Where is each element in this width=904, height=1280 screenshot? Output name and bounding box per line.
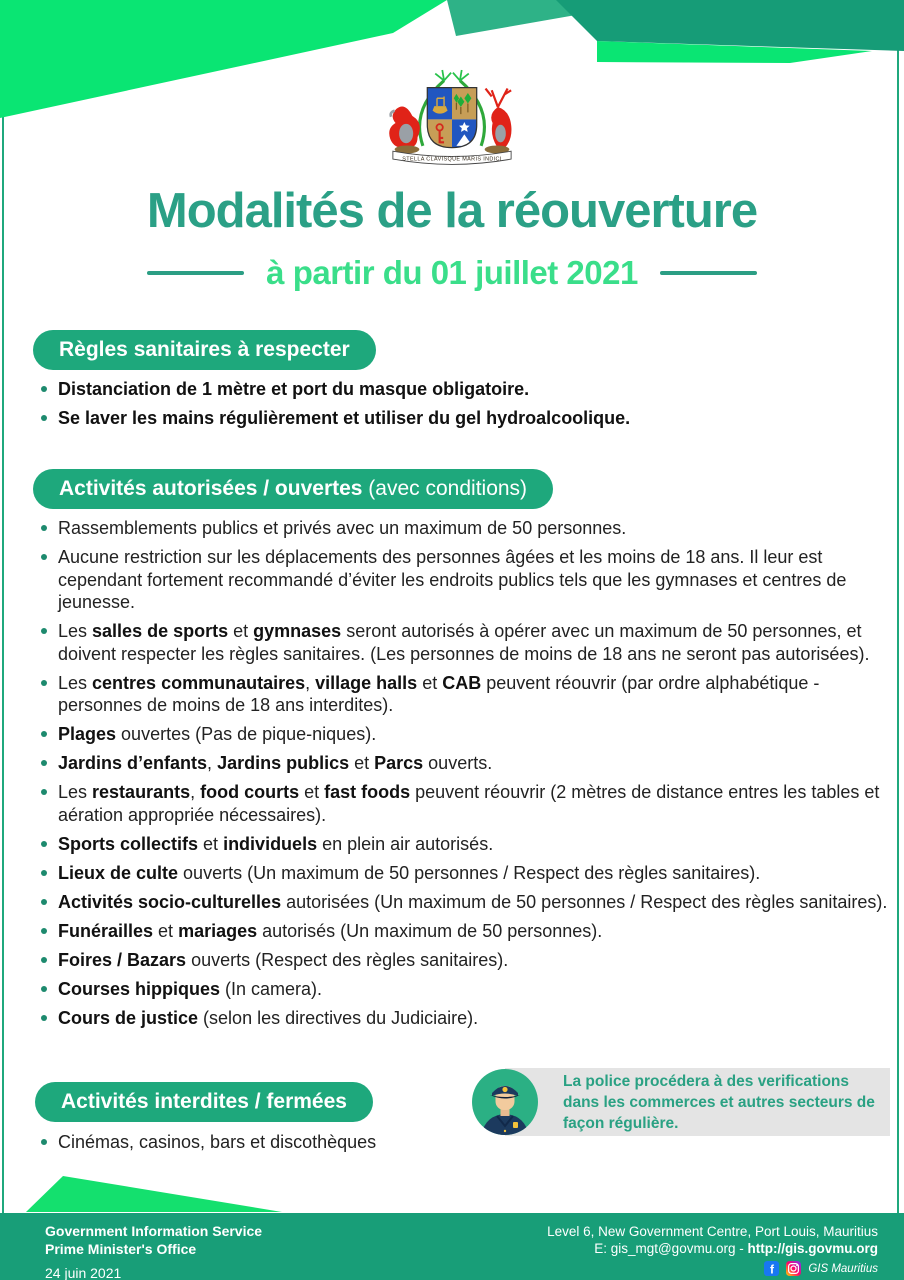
list-item: [37, 833, 891, 856]
list-item: [37, 920, 891, 943]
list-item-text: Rassemblements publics et privés avec un maximum de 50 personnes.: [58, 518, 627, 538]
dodo-supporter: [389, 106, 420, 148]
section-heading-forbidden-label: Activités interdites / fermées: [61, 1090, 347, 1113]
bottom-triangle-decoration: [0, 1170, 300, 1213]
police-officer-icon: [471, 1068, 539, 1136]
section-heading-authorized-bold: Activités autorisées / ouvertes: [59, 477, 363, 500]
bullet-dot: [41, 386, 47, 392]
list-item-text: Distanciation de 1 mètre et port du masque obligatoire.: [58, 379, 530, 399]
footer-social-row: [547, 1261, 878, 1276]
police-callout: [505, 1068, 890, 1136]
bullet-dot: [41, 731, 47, 737]
footer-separator: -: [739, 1241, 744, 1256]
list-item-text: Les centres communautaires, village halls et CAB peuvent réouvrir (par ordre alphabétique - personnes de moins de 18 ans interdites).: [58, 672, 820, 715]
sanitary-rules-list: [37, 378, 864, 436]
subtitle-row: [0, 254, 904, 292]
list-item: [37, 723, 891, 746]
list-item-text: Funérailles et mariages autorisés (Un maximum de 50 personnes).: [58, 920, 603, 941]
list-item-text: Les restaurants, food courts et fast foods peuvent réouvrir (2 mètres de distance entres les tables et aération appropriée nécessaires).: [58, 782, 880, 825]
bullet-dot: [41, 1139, 47, 1145]
bullet-dot: [41, 525, 47, 531]
mauritius-coat-of-arms: [377, 56, 527, 174]
page-subtitle: à partir du 01 juillet 2021: [266, 254, 638, 291]
footer-right: [547, 1223, 878, 1280]
list-item: [37, 781, 891, 826]
shield: [427, 88, 476, 148]
authorized-activities-list: [37, 517, 891, 1036]
list-item-text: Jardins d’enfants, Jardins publics et Parcs ouverts.: [58, 753, 493, 773]
list-item: [37, 378, 864, 401]
list-item: [37, 546, 891, 614]
list-item-text: Courses hippiques (In camera).: [58, 978, 323, 999]
list-item: [37, 407, 864, 430]
bullet-dot: [41, 986, 47, 992]
list-item: [37, 672, 891, 717]
bullet-dot: [41, 789, 47, 795]
section-heading-authorized-suffix: (avec conditions): [362, 477, 528, 500]
footer-contact-line: [547, 1240, 878, 1257]
list-item: [37, 891, 891, 914]
bullet-dot: [41, 1015, 47, 1021]
footer-left: [45, 1223, 262, 1280]
footer-email: E: gis_mgt@govmu.org: [594, 1241, 736, 1256]
list-item: [37, 862, 891, 885]
instagram-icon: [786, 1261, 801, 1276]
subtitle-rule-left: [147, 271, 244, 275]
list-item-text: Lieux de culte ouverts (Un maximum de 50 personnes / Respect des règles sanitaires).: [58, 862, 761, 883]
footer-website: http://gis.govmu.org: [747, 1241, 878, 1256]
sugarcane-leaves: [435, 70, 469, 81]
list-item-text: Aucune restriction sur les déplacements des personnes âgées et les moins de 18 ans. Il leur est cependant fortement recommandé d’éviter les endroits publics tels que les gymnases et centres de jeunesse.: [58, 547, 847, 612]
footer-address: Level 6, New Government Centre, Port Louis, Mauritius: [547, 1224, 878, 1239]
list-item-text: Cours de justice (selon les directives du Judiciaire).: [58, 1007, 479, 1028]
motto-text: STELLA CLAVISQUE MARIS INDICI: [402, 156, 502, 163]
list-item-text: Les salles de sports et gymnases seront autorisés à opérer avec un maximum de 50 personnes, et doivent respecter les règles sanitaires. (Les personnes de moins de 18 ans ne seront pas autorisées).: [58, 621, 870, 664]
forbidden-activities-list: [37, 1131, 484, 1160]
footer-bar: [0, 1213, 904, 1280]
list-item-text: Se laver les mains régulièrement et utiliser du gel hydroalcoolique.: [58, 408, 631, 428]
section-heading-forbidden: [35, 1082, 373, 1122]
bullet-dot: [41, 899, 47, 905]
bullet-dot: [41, 928, 47, 934]
list-item: [37, 978, 891, 1001]
footer-date: 24 juin 2021: [45, 1265, 122, 1280]
list-item-text: Foires / Bazars ouverts (Respect des règles sanitaires).: [58, 949, 509, 970]
footer-social-label: GIS Mauritius: [808, 1262, 878, 1275]
bullet-dot: [41, 760, 47, 766]
police-callout-text: La police procédera à des verifications dans les commerces et autres secteurs de façon régulière.: [563, 1072, 875, 1132]
section-heading-sanitary-label: Règles sanitaires à respecter: [59, 338, 350, 361]
list-item-text: Plages ouvertes (Pas de pique-niques).: [58, 724, 377, 744]
list-item: [37, 1131, 484, 1154]
section-heading-sanitary: [33, 330, 376, 370]
bullet-dot: [41, 554, 47, 560]
list-item: [37, 949, 891, 972]
bullet-dot: [41, 415, 47, 421]
bullet-dot: [41, 628, 47, 634]
svg-text:f: f: [770, 1262, 775, 1276]
facebook-icon: [764, 1261, 779, 1276]
list-item: [37, 620, 891, 665]
footer-org-line2: Prime Minister's Office: [45, 1240, 197, 1257]
subtitle-rule-right: [660, 271, 757, 275]
footer-org-line1: Government Information Service: [45, 1223, 263, 1239]
list-item-text: Activités socio-culturelles autorisées (Un maximum de 50 personnes / Respect des règles sanitaires).: [58, 891, 888, 912]
bullet-dot: [41, 680, 47, 686]
bullet-dot: [41, 957, 47, 963]
list-item: [37, 1007, 891, 1030]
page-title: Modalités de la réouverture: [146, 184, 758, 238]
bullet-dot: [41, 870, 47, 876]
list-item: [37, 752, 891, 775]
list-item: [37, 517, 891, 540]
list-item-text: Cinémas, casinos, bars et discothèques: [58, 1132, 377, 1152]
deer-supporter: [486, 89, 512, 147]
list-item-text: Sports collectifs et individuels en plein air autorisés.: [58, 833, 494, 854]
section-heading-authorized: [33, 469, 553, 509]
bullet-dot: [41, 841, 47, 847]
